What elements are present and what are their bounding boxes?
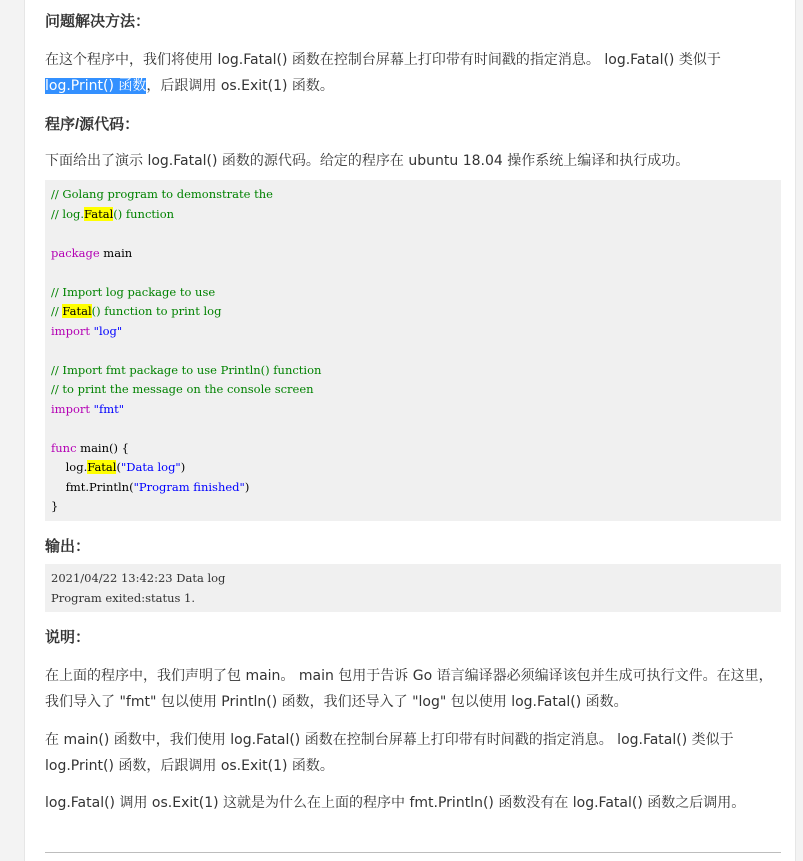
code-text: (	[116, 460, 121, 474]
section-divider	[45, 852, 781, 853]
explain-paragraph-1: 在上面的程序中，我们声明了包 main。 main 包用于告诉 Go 语言编译器必须编译该包并生成可执行文件。在这里，我们导入了 "fmt" 包以使用 Println() 函数，我们还导入了 "log" 包以使用 log.Fatal() 函数。	[45, 668, 773, 710]
problem-heading: 问题解决方法：	[45, 13, 151, 30]
code-comment: () function	[113, 206, 175, 221]
code-keyword: import	[51, 323, 90, 338]
code-comment: // log.	[51, 206, 85, 221]
code-text: main() {	[76, 440, 129, 455]
code-line	[51, 458, 775, 478]
code-line	[51, 419, 775, 439]
code-comment: // Golang program to demonstrate the	[51, 187, 273, 201]
code-highlight: Fatal	[62, 304, 92, 318]
code-comment: () function to print log	[91, 304, 222, 318]
code-keyword: package	[51, 245, 100, 260]
code-text: fmt.Println(	[51, 479, 134, 494]
output-line: 2021/04/22 13:42:23 Data log	[51, 571, 226, 585]
problem-paragraph	[45, 47, 771, 99]
code-text: )	[244, 479, 250, 494]
code-line	[51, 302, 775, 322]
code-line	[51, 341, 775, 361]
source-intro: 下面给出了演示 log.Fatal() 函数的源代码。给定的程序在 ubuntu 18.04 操作系统上编译和执行成功。	[45, 153, 690, 169]
code-comment: // to print the message on the console screen	[51, 382, 314, 396]
code-highlight: Fatal	[84, 206, 114, 221]
code-comment: //	[51, 304, 63, 318]
code-line	[51, 283, 775, 303]
explain-heading: 说明：	[45, 629, 91, 646]
code-line	[51, 205, 775, 225]
code-string: "Program finished"	[133, 479, 245, 494]
article-page	[24, 0, 796, 861]
code-comment: // Import log package to use	[51, 284, 216, 299]
code-line	[51, 439, 775, 459]
explain-paragraph-2: 在 main() 函数中，我们使用 log.Fatal() 函数在控制台屏幕上打印带有时间戳的指定消息。 log.Fatal() 类似于 log.Print() 函数，后跟调用 os.Exit(1) 函数。	[45, 732, 734, 774]
code-text: }	[51, 499, 59, 513]
code-text: log.	[51, 460, 88, 474]
code-line	[51, 380, 775, 400]
code-line	[51, 224, 775, 244]
code-text: main	[99, 245, 133, 260]
output-block[interactable]	[45, 564, 781, 612]
code-comment: // Import fmt package to use Println() function	[51, 362, 322, 377]
code-block[interactable]	[45, 180, 781, 521]
code-highlight: Fatal	[87, 460, 117, 474]
code-lines	[51, 185, 775, 517]
code-keyword: func	[51, 440, 77, 455]
explain-paragraph-3: log.Fatal() 调用 os.Exit(1) 这就是为什么在上面的程序中 fmt.Println() 函数没有在 log.Fatal() 函数之后调用。	[45, 795, 746, 811]
selected-text[interactable]: log.Print() 函数	[45, 78, 147, 94]
code-line	[51, 361, 775, 381]
code-keyword: import	[51, 401, 90, 416]
code-line	[51, 263, 775, 283]
code-string: "fmt"	[93, 401, 125, 416]
code-line	[51, 322, 775, 342]
code-line	[51, 244, 775, 264]
problem-text-after: ，后跟调用 os.Exit(1) 函数。	[146, 78, 334, 94]
output-line: Program exited:status 1.	[51, 591, 196, 605]
code-line	[51, 497, 775, 517]
code-string: "Data log"	[120, 460, 181, 474]
code-line	[51, 400, 775, 420]
output-heading: 输出：	[45, 538, 91, 555]
code-line	[51, 478, 775, 498]
source-heading: 程序/源代码：	[45, 116, 140, 133]
code-text: )	[180, 460, 186, 474]
code-line	[51, 185, 775, 205]
code-string: "log"	[93, 323, 123, 338]
problem-text-before: 在这个程序中，我们将使用 log.Fatal() 函数在控制台屏幕上打印带有时间戳的指定消息。 log.Fatal() 类似于	[45, 52, 721, 68]
